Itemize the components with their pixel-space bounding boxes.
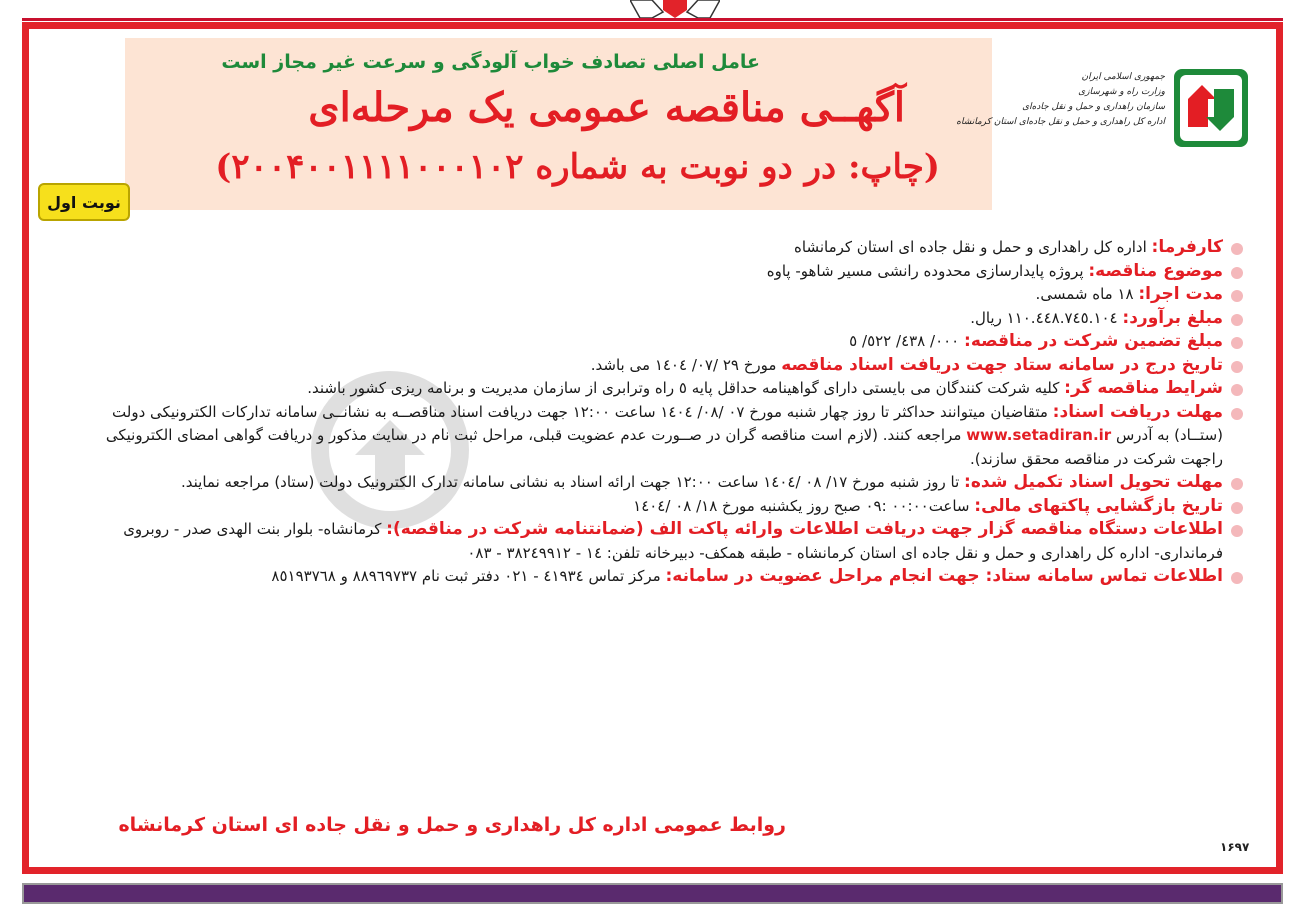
bottom-band [22, 883, 1283, 904]
bullet-icon [1231, 243, 1243, 255]
detail-opening-date [70, 495, 1245, 519]
detail-label: اطلاعات دستگاه مناقصه گزار جهت دریافت اطلاعات وارائه پاکت الف (ضمانتنامه شرکت در مناقصه): [386, 519, 1223, 539]
org-line: سازمان راهداری و حمل و نقل جاده‌ای [1022, 102, 1165, 112]
bullet-icon [1231, 337, 1243, 349]
top-border-bar [22, 0, 1283, 21]
bullet-icon [1231, 384, 1243, 396]
setadiran-link[interactable]: www.setadiran.ir [966, 426, 1112, 444]
detail-employer [70, 236, 1245, 260]
round-badge: نوبت اول [38, 183, 130, 221]
detail-label: مدت اجرا: [1138, 284, 1223, 304]
notice-subtitle: (چاپ: در دو نوبت به شماره ۲۰۰۴۰۰۱۱۱۱۰۰۰۱۰۲) [215, 147, 940, 187]
bullet-icon [1231, 267, 1243, 279]
detail-subject [70, 260, 1245, 284]
detail-label: مهلت دریافت اسناد: [1052, 401, 1223, 422]
public-relations-signature: روابط عمومی اداره کل راهداری و حمل و نقل جاده ای استان کرمانشاه [118, 814, 786, 836]
detail-conditions [70, 377, 1245, 401]
detail-label: تاریخ درج در سامانه ستاد جهت دریافت اسناد مناقصه [781, 354, 1223, 375]
detail-text: مورخ ۲۹ /۰۷/ ١٤٠٤ می باشد. [590, 355, 782, 374]
detail-text: ۱۸ ماه شمسی. [1035, 285, 1139, 303]
detail-text: پروژه پایدارسازی محدوده رانشی مسیر شاهو- پاوه [766, 261, 1089, 280]
detail-text: ۱۱۰.٤٤٨.۷٤٥.۱۰٤ ریال. [970, 308, 1123, 327]
road-ministry-logo-icon [1172, 67, 1250, 149]
detail-label: شرایط مناقصه گر: [1064, 378, 1223, 398]
bullet-icon [1231, 408, 1243, 420]
detail-label: مهلت تحویل اسناد تکمیل شده: [964, 472, 1223, 492]
detail-organizer-info [70, 518, 1245, 565]
ad-code: ۱۶۹۷ [1220, 840, 1250, 854]
notice-details [70, 236, 1245, 589]
bullet-icon [1231, 502, 1243, 514]
detail-text: تا روز شنبه مورخ ۱۷/ ۰۸ /١٤٠٤ ساعت ۱۲:۰۰ جهت ارائه اسناد به نشانی سامانه تدارک الکترونیک دولت (ستاد) مراجعه نمایند. [181, 473, 965, 491]
organization-lines [956, 70, 1165, 130]
bullet-icon [1231, 525, 1243, 537]
detail-text: کلیه شرکت کنندگان می بایستی دارای گواهینامه حداقل پایه ٥ راه وترابری از سازمان مدیریت و برنامه ریزی کشور باشند. [307, 379, 1065, 397]
detail-guarantee [70, 330, 1245, 354]
bullet-icon [1231, 572, 1243, 584]
detail-duration [70, 283, 1245, 307]
detail-label: مبلغ برآورد: [1122, 307, 1223, 328]
org-line: اداره کل راهداری و حمل و نقل جاده‌ای استان کرمانشاه [956, 117, 1165, 127]
safety-slogan: عامل اصلی تصادف خواب آلودگی و سرعت غیر مجاز است [221, 51, 760, 73]
detail-text: کرمانشاه- بلوار بنت الهدی صدر - روبروی فرمانداری- اداره کل راهداری و حمل و نقل جاده ای استان کرمانشاه - طبقه همکف- دبیرخانه تلفن: ١٤ - ۳۸۲٤۹۹۱۲ - ۰۸۳ [123, 520, 1223, 562]
detail-text: ۰۰۰/ ٤۳۸/ ٥۲۲/ ٥ [849, 332, 965, 350]
detail-label: تاریخ بازگشایی پاکتهای مالی: [974, 495, 1223, 516]
detail-label: موضوع مناقصه: [1088, 260, 1223, 281]
bullet-icon [1231, 361, 1243, 373]
bullet-icon [1231, 290, 1243, 302]
bullet-icon [1231, 478, 1243, 490]
detail-submission-deadline [70, 471, 1245, 495]
detail-estimate [70, 307, 1245, 331]
detail-label: کارفرما: [1151, 237, 1223, 257]
org-line: جمهوری اسلامی ایران [1081, 72, 1165, 82]
detail-text: مراجعه کنند. (لازم است مناقصه گران در صــورت عدم عضویت قبلی، مراحل ثبت نام در سایت مذکور و دریافت گواهی امضای الکترونیکی راجهت شرکت در مناقصه محقق سازند). [105, 426, 1223, 468]
detail-text: ساعت۰۰:۰۰ :۰۹ صبح روز یکشنبه مورخ ۱۸/ ۰۸ /١٤٠٤ [633, 496, 975, 515]
detail-setad-contact [70, 565, 1245, 589]
detail-text: مرکز تماس ٤۱۹۳٤ - ۰۲۱ دفتر ثبت نام ۸۸۹٦۹۷۳۷ و ۸٥۱۹۳۷٦۸ [271, 567, 666, 585]
bullet-icon [1231, 314, 1243, 326]
detail-label: مبلغ تضمین شرکت در مناقصه: [964, 331, 1223, 351]
notice-title: آگهــی مناقصه عمومی یک مرحله‌ای [308, 84, 905, 131]
top-ornament-icon [630, 0, 720, 18]
detail-text: متقاضیان میتوانند حداکثر تا روز چهار شنبه مورخ ۰۷ /۰۸/ ١٤٠٤ ساعت ۱۲:۰۰ جهت دریافت اسناد مناقصــه به نشانــی سامانه تدارکات الکترونیکی دولت (ستــاد) به آدرس [112, 402, 1223, 444]
org-line: وزارت راه و شهرسازی [1078, 87, 1165, 97]
detail-posting-date [70, 354, 1245, 378]
detail-text: اداره کل راهداری و حمل و نقل جاده ای استان کرمانشاه [794, 238, 1152, 256]
detail-label: اطلاعات تماس سامانه ستاد: جهت انجام مراحل عضویت در سامانه: [665, 566, 1223, 586]
detail-document-deadline [70, 401, 1245, 472]
